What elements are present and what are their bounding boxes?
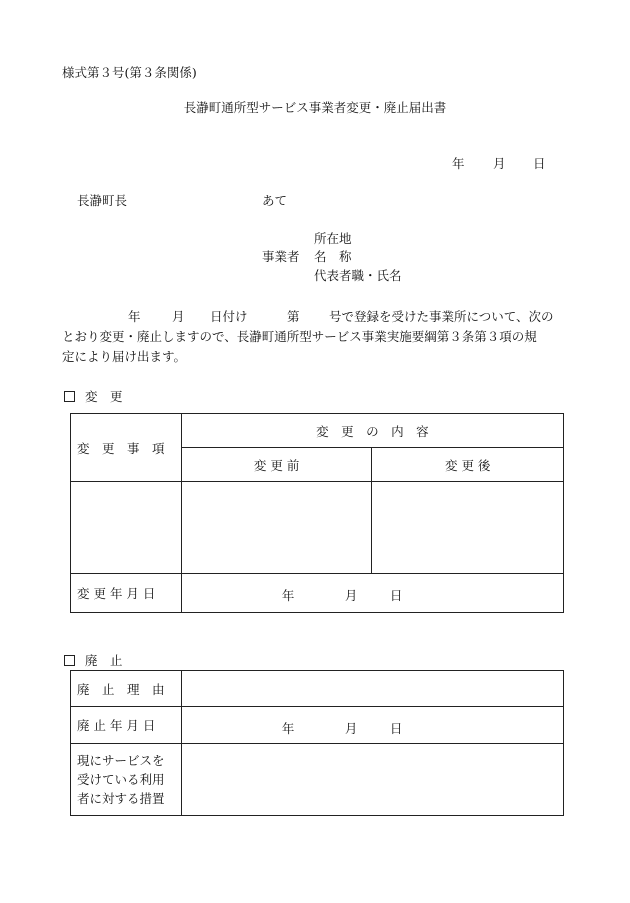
date-day: 日 bbox=[533, 156, 546, 171]
form-number: 様式第３号(第３条関係) bbox=[62, 65, 197, 80]
change-date-year: 年 bbox=[281, 588, 295, 603]
date-month: 月 bbox=[493, 156, 506, 171]
addressee-suffix: あて bbox=[262, 193, 288, 208]
change-table bbox=[70, 413, 564, 613]
body-line2: とおり変更・廃止しますので、長瀞町通所型サービス事業実施要綱第３条第３項の規 bbox=[62, 329, 537, 344]
body-day: 日付け bbox=[210, 309, 248, 324]
change-item-header: 変 更 事 項 bbox=[71, 414, 182, 482]
date-year: 年 bbox=[452, 156, 465, 171]
abolition-date-year: 年 bbox=[281, 721, 295, 736]
change-before-cell[interactable] bbox=[181, 482, 372, 574]
change-checkbox[interactable] bbox=[64, 391, 75, 402]
body-year: 年 bbox=[128, 309, 141, 324]
change-date-day: 日 bbox=[389, 588, 403, 603]
document-title: 長瀞町通所型サービス事業者変更・廃止届出書 bbox=[183, 100, 447, 115]
abolition-checkbox[interactable] bbox=[64, 655, 75, 666]
abolition-date-day: 日 bbox=[389, 721, 403, 736]
abolition-date-month: 月 bbox=[344, 721, 358, 736]
measures-line3: 者に対する措置 bbox=[77, 791, 165, 806]
change-after-header: 変 更 後 bbox=[372, 448, 564, 482]
change-after-cell[interactable] bbox=[372, 482, 564, 574]
addressee-name: 長瀞町長 bbox=[77, 193, 128, 208]
applicant-representative: 代表者職・氏名 bbox=[314, 268, 402, 283]
change-content-header: 変 更 の 内 容 bbox=[181, 414, 563, 448]
abolition-measures-label bbox=[71, 744, 182, 816]
change-date-cell[interactable] bbox=[181, 574, 563, 613]
change-section-heading bbox=[64, 391, 123, 404]
change-section-label: 変 更 bbox=[85, 389, 123, 404]
body-line1-rest: 号で登録を受けた事業所について、次の bbox=[329, 309, 554, 324]
applicant-name-label: 名 称 bbox=[314, 249, 352, 264]
abolition-date-label: 廃 止 年 月 日 bbox=[71, 707, 182, 744]
abolition-section-label: 廃 止 bbox=[85, 653, 123, 668]
abolition-date-cell[interactable] bbox=[181, 707, 563, 744]
abolition-table bbox=[70, 670, 564, 816]
measures-line2: 受けている利用 bbox=[77, 772, 165, 787]
measures-line1: 現にサービスを bbox=[77, 753, 165, 768]
abolition-reason-cell[interactable] bbox=[181, 671, 563, 707]
change-item-cell[interactable] bbox=[71, 482, 182, 574]
change-before-header: 変 更 前 bbox=[181, 448, 372, 482]
applicant-location: 所在地 bbox=[314, 231, 352, 246]
abolition-section-heading bbox=[64, 655, 123, 668]
abolition-measures-cell[interactable] bbox=[181, 744, 563, 816]
applicant-label: 事業者 bbox=[262, 249, 300, 264]
change-date-label: 変 更 年 月 日 bbox=[71, 574, 182, 613]
abolition-reason-label: 廃 止 理 由 bbox=[71, 671, 182, 707]
change-date-month: 月 bbox=[344, 588, 358, 603]
body-line3: 定により届け出ます。 bbox=[62, 349, 187, 364]
body-number-prefix: 第 bbox=[287, 309, 300, 324]
body-month: 月 bbox=[172, 309, 185, 324]
